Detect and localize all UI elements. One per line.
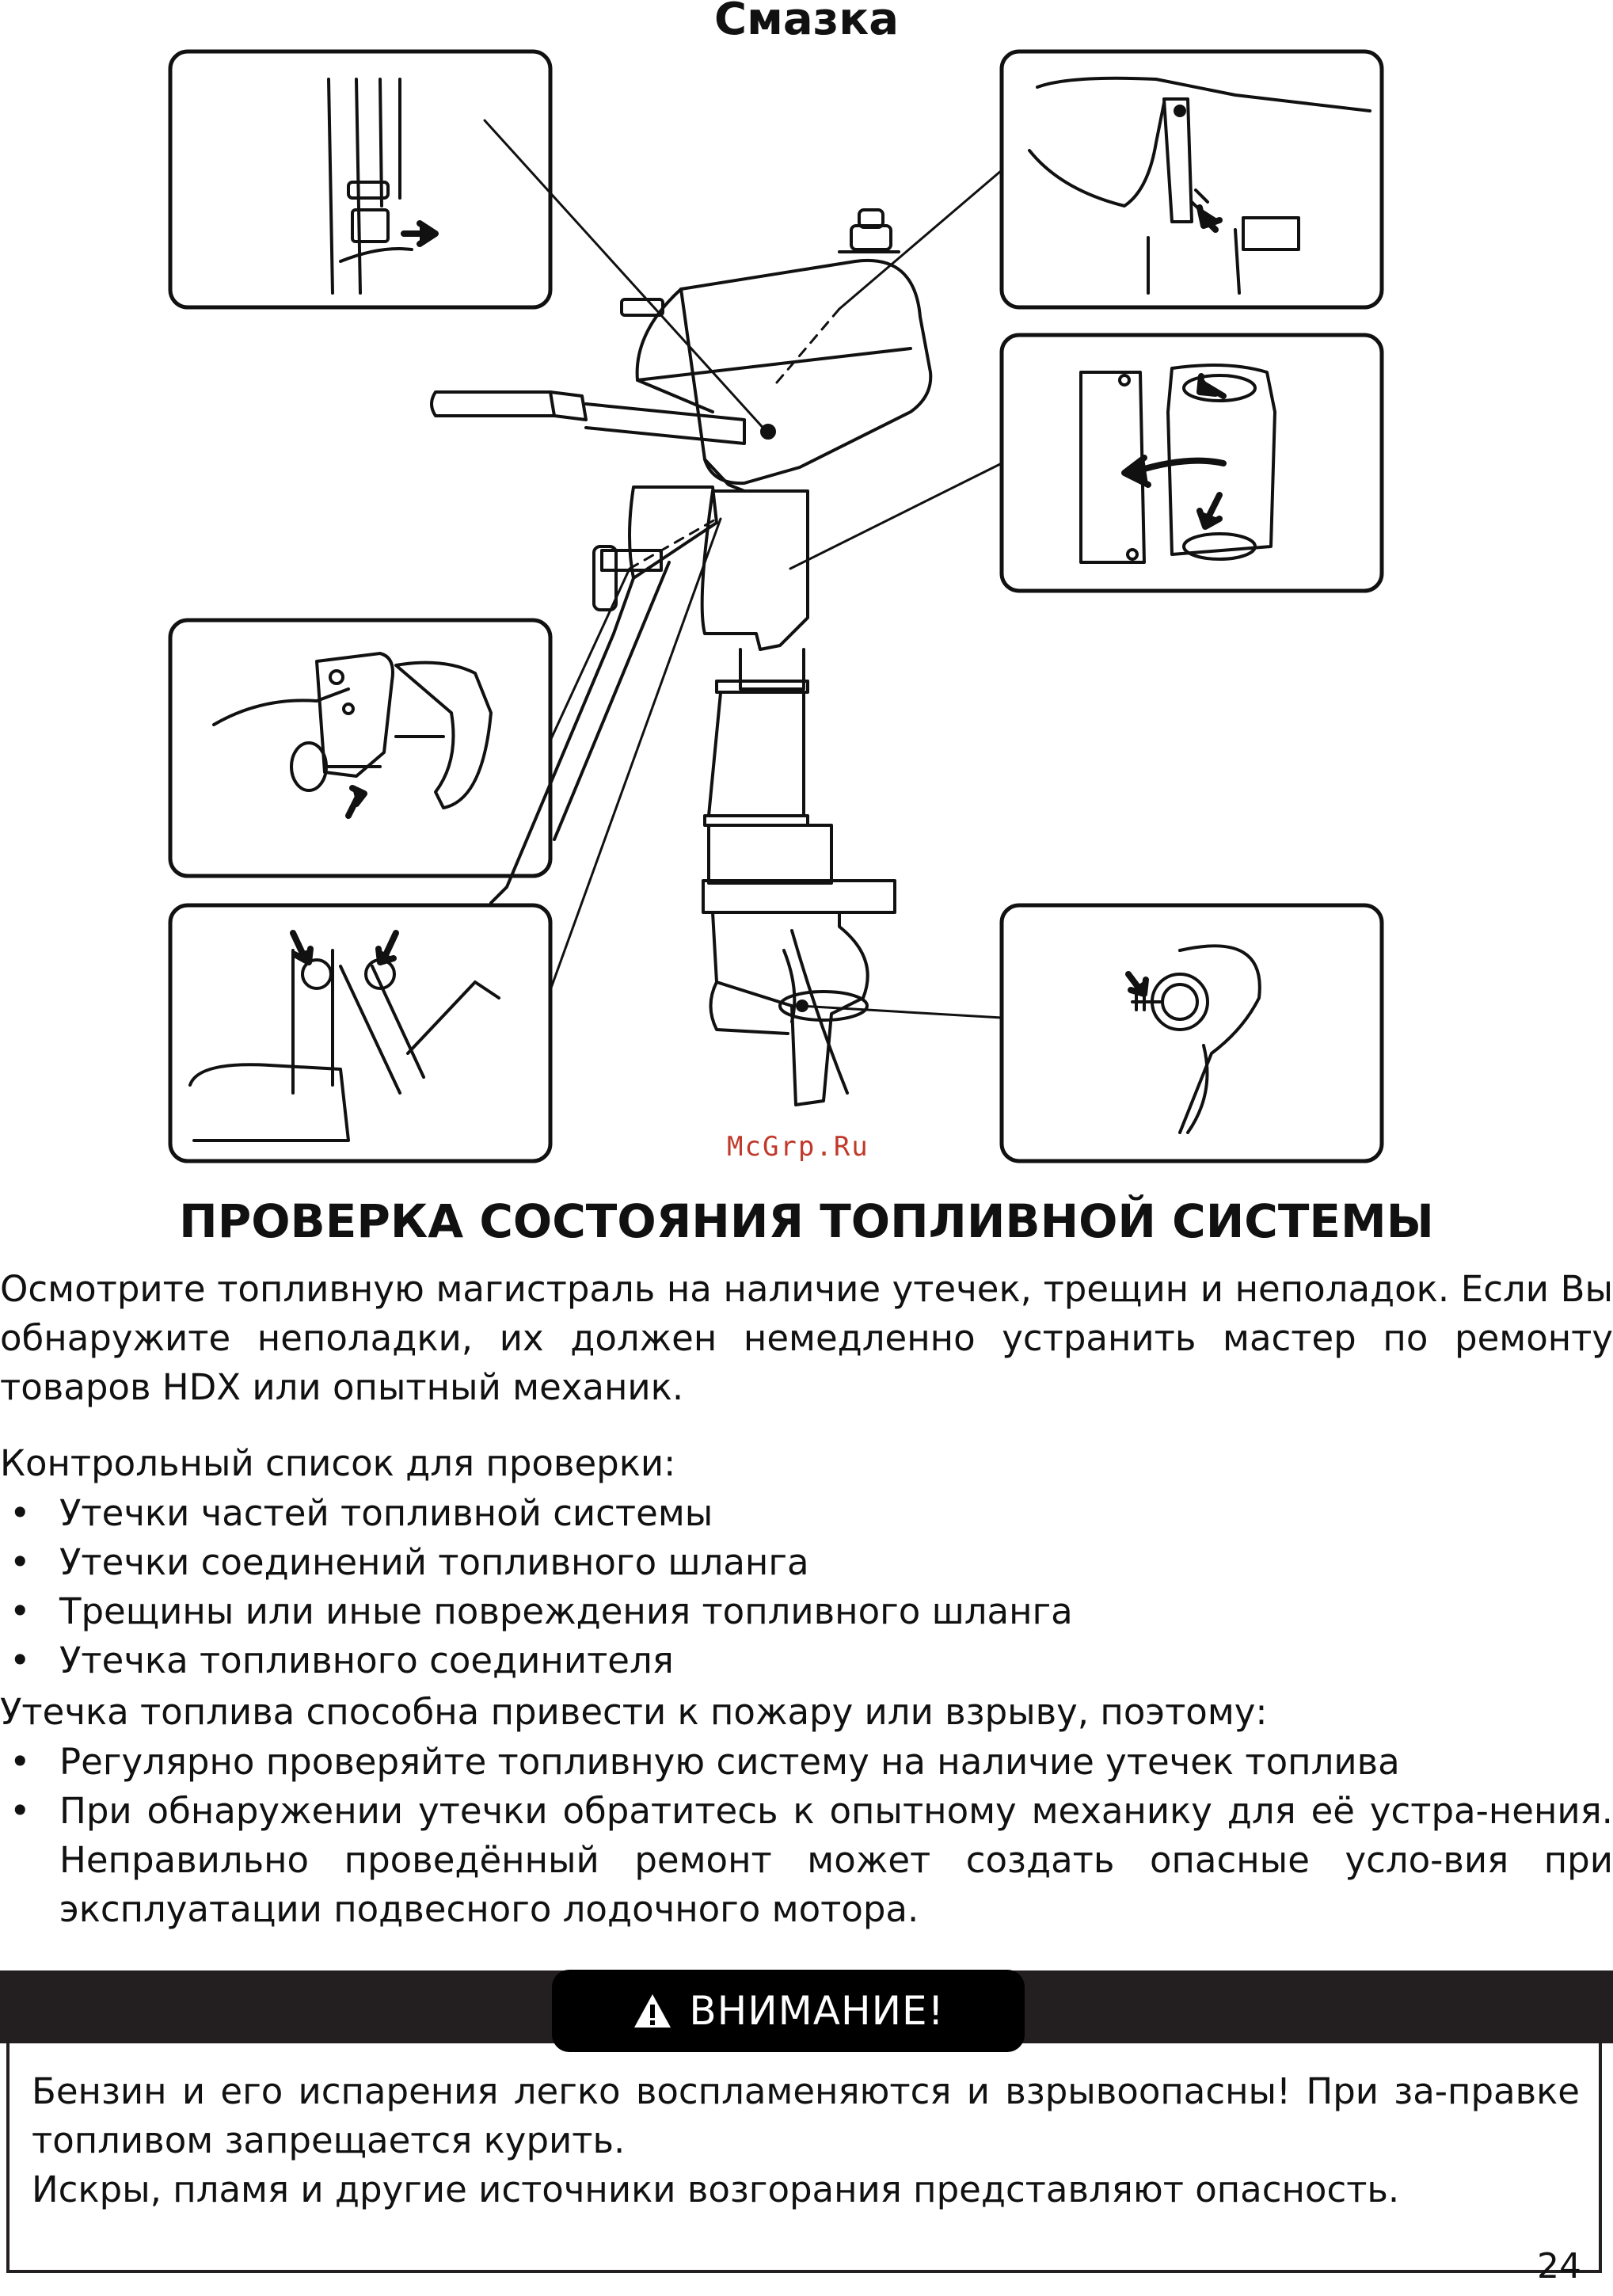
inset-tilt-mechanism [170, 905, 550, 1161]
checklist [0, 1489, 1613, 1685]
checklist-title: Контрольный список для проверки: [0, 1442, 676, 1484]
bullet-icon: • [10, 1741, 31, 1783]
inset-steering-pivot [170, 51, 550, 307]
list-item: • Регулярно проверяйте топливную систему на наличие утечек топлива [0, 1738, 1613, 1787]
section-heading: ПРОВЕРКА СОСТОЯНИЯ ТОПЛИВНОЙ СИСТЕМЫ [179, 1194, 1434, 1248]
list-item: • Трещины или иные повреждения топливного шланга [0, 1587, 1613, 1636]
bullet-icon: • [10, 1492, 31, 1534]
intro-paragraph: Осмотрите топливную магистраль на наличие утечек, трещин и неполадок. Если Вы обнаружите неполадки, их должен немедленно устранить мастер по ремонту товаров HDX или опытный механик. [0, 1268, 1613, 1408]
warning-line: Искры, пламя и другие источники возгорания представляют опасность. [32, 2168, 1400, 2210]
inset-propeller-shaft [1002, 905, 1382, 1161]
bullet-icon: • [10, 1639, 31, 1681]
inset-swivel-bracket [1002, 335, 1382, 591]
list-item: • Утечки частей топливной системы [0, 1489, 1613, 1538]
bullet-icon: • [10, 1590, 31, 1632]
list-item: • Утечка топливного соединителя [0, 1636, 1613, 1685]
list-item: • При обнаружении утечки обратитесь к опытному механику для её устра-нения. Неправильно проведённый ремонт может создать опасные усло-вия при эксплуатации подвесного лодочного мотора. [0, 1787, 1613, 1934]
page-title: Смазка [714, 0, 899, 45]
warning-lead-text: Утечка топлива способна привести к пожару или взрыву, поэтому: [0, 1691, 1268, 1733]
action-list [0, 1738, 1613, 1934]
inset-clamp-screw [170, 620, 550, 876]
warning-text [32, 2067, 1580, 2214]
warning-triangle-icon [632, 1992, 673, 2030]
watermark-text: McGrp.Ru [727, 1131, 869, 1163]
list-item: • Утечки соединений топливного шланга [0, 1538, 1613, 1587]
engine-outline [432, 210, 930, 1105]
warning-label-badge [552, 1970, 1025, 2052]
inset-gear-shift-grease-fitting [1002, 51, 1382, 307]
bullet-icon: • [10, 1790, 31, 1832]
page-number: 24 [1537, 2246, 1581, 2286]
warning-label: ВНИМАНИЕ! [689, 1988, 945, 2034]
warning-line: Бензин и его испарения легко воспламеняются и взрывоопасны! При за-правке топливом запрещается курить. [32, 2070, 1580, 2161]
bullet-icon: • [10, 1541, 31, 1583]
